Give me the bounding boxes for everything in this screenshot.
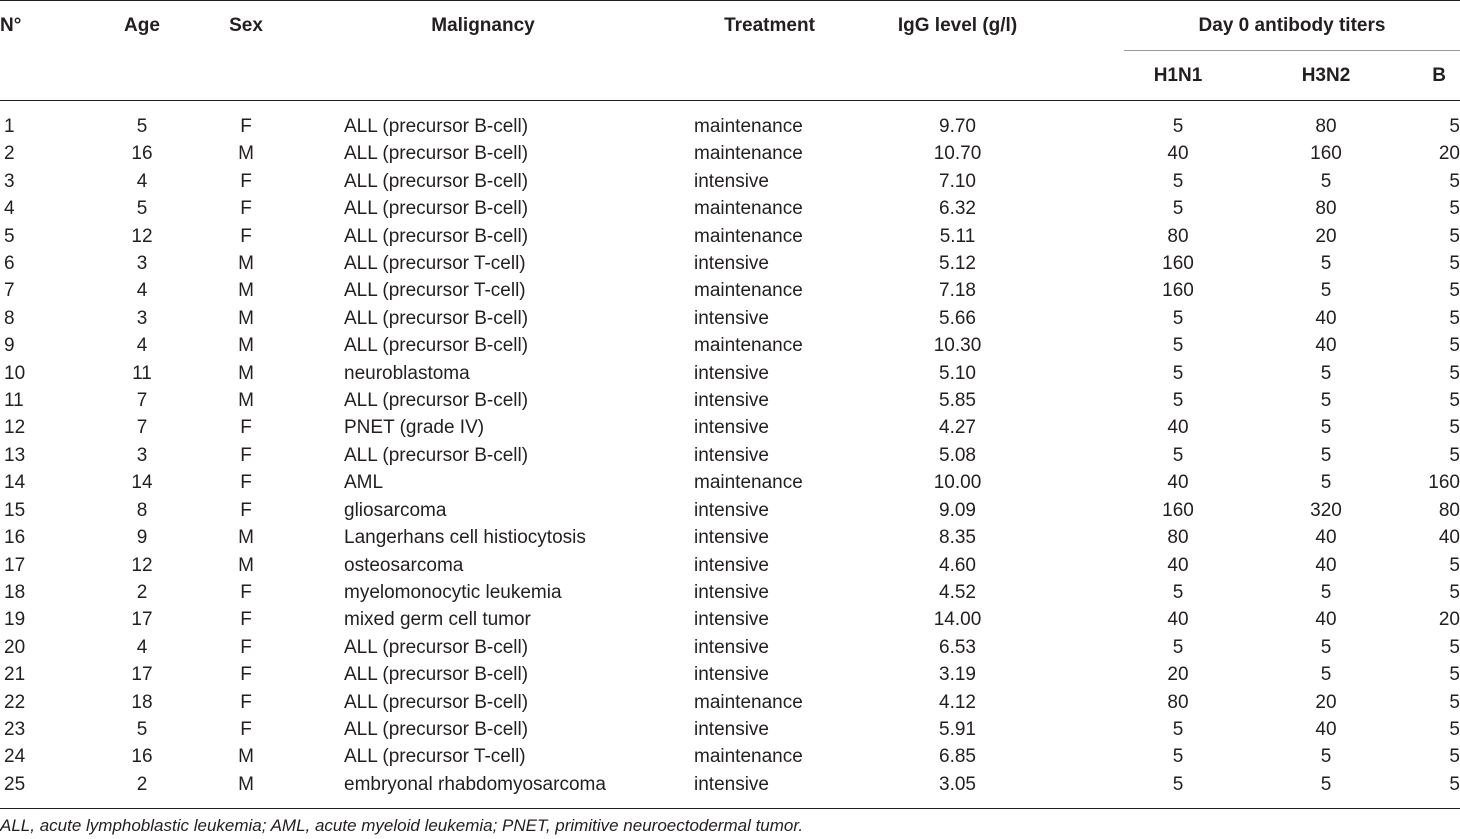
cell-age: 3: [136, 444, 148, 466]
cell-age: 12: [131, 554, 153, 576]
table-row: [0, 332, 1460, 359]
cell-age: 11: [132, 362, 152, 384]
header-malignancy: Malignancy: [320, 1, 656, 101]
cell-sex: M: [238, 143, 254, 165]
table-row: [0, 579, 1460, 606]
cell-b: 80: [1438, 499, 1460, 521]
cell-number: 20: [4, 636, 26, 658]
table-row: [0, 168, 1460, 195]
cell-h3n2: 5: [1320, 664, 1332, 686]
cell-malignancy: ALL (precursor B-cell): [344, 335, 529, 357]
cell-age: 3: [136, 307, 148, 329]
cell-number: 9: [4, 335, 15, 357]
cell-h1n1: 160: [1162, 499, 1194, 521]
cell-number: 13: [4, 444, 26, 466]
cell-sex: F: [240, 718, 252, 740]
table-row: [0, 195, 1460, 222]
cell-h1n1: 80: [1167, 691, 1189, 713]
cell-treatment: intensive: [694, 581, 769, 603]
cell-sex: M: [238, 307, 254, 329]
cell-h1n1: 5: [1172, 198, 1184, 220]
cell-b: 5: [1449, 116, 1460, 137]
cell-h3n2: 5: [1320, 362, 1332, 384]
cell-h1n1: 5: [1172, 444, 1184, 466]
cell-malignancy: ALL (precursor B-cell): [344, 143, 529, 165]
cell-b: 160: [1428, 472, 1460, 494]
cell-h3n2: 5: [1320, 280, 1332, 302]
cell-malignancy: PNET (grade IV): [344, 417, 485, 439]
cell-h1n1: 5: [1172, 636, 1184, 658]
cell-malignancy: ALL (precursor B-cell): [344, 691, 529, 713]
cell-treatment: maintenance: [694, 746, 803, 768]
cell-age: 14: [131, 472, 153, 494]
cell-igg-level: 9.09: [939, 499, 976, 521]
cell-treatment: maintenance: [694, 143, 803, 165]
cell-age: 5: [136, 116, 148, 137]
table-row: [0, 716, 1460, 743]
table-row: [0, 771, 1460, 809]
cell-b: 5: [1449, 691, 1460, 713]
cell-number: 22: [4, 691, 26, 713]
cell-h3n2: 5: [1320, 636, 1332, 658]
cell-h1n1: 80: [1167, 527, 1189, 549]
cell-age: 7: [136, 390, 148, 412]
cell-sex: F: [240, 472, 252, 494]
cell-b: 5: [1449, 390, 1460, 412]
header-sex: Sex: [186, 1, 320, 101]
table-row: [0, 743, 1460, 770]
table-row: [0, 387, 1460, 414]
cell-number: 4: [4, 198, 15, 220]
cell-h3n2: 5: [1224, 771, 1414, 809]
cell-h3n2: 40: [1315, 307, 1337, 329]
table-row: [0, 305, 1460, 332]
cell-malignancy: gliosarcoma: [344, 499, 447, 521]
cell-h1n1: 160: [1162, 253, 1194, 275]
cell-h1n1: 5: [1172, 718, 1184, 740]
cell-b: 5: [1449, 225, 1460, 247]
cell-age: 12: [131, 225, 153, 247]
cell-h1n1: 5: [1172, 362, 1184, 384]
header-h3n2: H3N2: [1224, 51, 1414, 101]
cell-h1n1: 5: [1172, 746, 1184, 768]
cell-igg-level: 5.85: [939, 390, 976, 412]
cell-h1n1: 40: [1167, 609, 1189, 631]
cell-h1n1: 5: [1172, 116, 1184, 137]
table-row: [0, 689, 1460, 716]
cell-sex: F: [240, 225, 252, 247]
cell-sex: M: [238, 390, 254, 412]
cell-malignancy: ALL (precursor B-cell): [344, 390, 529, 412]
cell-sex: F: [240, 691, 252, 713]
cell-h1n1: 5: [1124, 771, 1224, 809]
cell-age: 18: [131, 691, 153, 713]
cell-number: 1: [4, 116, 15, 137]
cell-sex: F: [240, 609, 252, 631]
cell-b: 5: [1449, 554, 1460, 576]
cell-igg-level: 14.00: [933, 609, 982, 631]
cell-igg-level: 5.12: [939, 253, 976, 275]
cell-treatment: intensive: [694, 444, 769, 466]
cell-treatment: maintenance: [694, 335, 803, 357]
cell-treatment: intensive: [694, 417, 769, 439]
cell-igg-level: 10.00: [933, 472, 982, 494]
cell-igg-level: 5.10: [939, 362, 976, 384]
table-row: [0, 634, 1460, 661]
cell-malignancy: ALL (precursor B-cell): [344, 718, 529, 740]
cell-age: 4: [136, 636, 148, 658]
cell-h3n2: 320: [1310, 499, 1342, 521]
cell-malignancy: ALL (precursor B-cell): [344, 664, 529, 686]
cell-malignancy: Langerhans cell histiocytosis: [344, 527, 586, 549]
table-row: [0, 360, 1460, 387]
cell-h1n1: 20: [1167, 664, 1189, 686]
cell-sex: F: [240, 198, 252, 220]
cell-h1n1: 5: [1172, 170, 1184, 192]
cell-h1n1: 40: [1167, 472, 1189, 494]
cell-sex: M: [238, 253, 254, 275]
cell-number: 10: [4, 362, 26, 384]
cell-treatment: intensive: [694, 609, 769, 631]
cell-age: 16: [131, 143, 153, 165]
cell-age: 17: [131, 609, 153, 631]
table-row: [0, 606, 1460, 633]
cell-sex: M: [238, 554, 254, 576]
cell-h3n2: 5: [1320, 746, 1332, 768]
header-age: Age: [74, 1, 186, 101]
cell-igg-level: 9.70: [939, 116, 976, 137]
cell-h1n1: 5: [1172, 307, 1184, 329]
cell-treatment: intensive: [694, 307, 769, 329]
cell-age: 5: [136, 718, 148, 740]
cell-treatment: intensive: [694, 390, 769, 412]
cell-malignancy: mixed germ cell tumor: [344, 609, 531, 631]
cell-b: 5: [1449, 417, 1460, 439]
table-row: [0, 442, 1460, 469]
cell-igg-level: 10.30: [933, 335, 982, 357]
cell-h3n2: 40: [1315, 718, 1337, 740]
table-row: [0, 524, 1460, 551]
cell-number: 6: [4, 253, 15, 275]
cell-h3n2: 5: [1320, 581, 1332, 603]
cell-b: 5: [1449, 307, 1460, 329]
cell-sex: F: [240, 636, 252, 658]
cell-igg-level: 4.12: [939, 691, 976, 713]
cell-igg-level: 7.18: [939, 280, 976, 302]
cell-igg-level: 5.91: [939, 718, 976, 740]
cell-h1n1: 160: [1162, 280, 1194, 302]
cell-h3n2: 40: [1315, 335, 1337, 357]
cell-sex: M: [238, 335, 254, 357]
cell-age: 17: [131, 664, 153, 686]
cell-b: 5: [1449, 170, 1460, 192]
cell-igg-level: 6.85: [939, 746, 976, 768]
table-row: [0, 552, 1460, 579]
cell-h1n1: 5: [1172, 335, 1184, 357]
cell-number: 7: [4, 280, 15, 302]
cell-number: 2: [4, 143, 15, 165]
cell-malignancy: ALL (precursor B-cell): [344, 307, 529, 329]
cell-malignancy: neuroblastoma: [344, 362, 470, 384]
cell-number: 15: [4, 499, 26, 521]
cell-igg-level: 3.05: [851, 771, 1124, 809]
cell-number: 19: [4, 609, 26, 631]
table-row: [0, 414, 1460, 441]
cell-age: 7: [136, 417, 148, 439]
cell-b: 5: [1449, 581, 1460, 603]
cell-number: 12: [4, 417, 26, 439]
cell-number: 8: [4, 307, 15, 329]
cell-h3n2: 5: [1320, 253, 1332, 275]
cell-b: 5: [1449, 362, 1460, 384]
cell-b: 5: [1414, 771, 1460, 809]
cell-igg-level: 8.35: [939, 527, 976, 549]
cell-b: 5: [1449, 253, 1460, 275]
cell-treatment: maintenance: [694, 472, 803, 494]
cell-igg-level: 4.60: [939, 554, 976, 576]
cell-h1n1: 5: [1172, 390, 1184, 412]
cell-h3n2: 20: [1315, 691, 1337, 713]
cell-sex: M: [186, 771, 320, 809]
cell-igg-level: 5.66: [939, 307, 976, 329]
table-body: [0, 101, 1460, 809]
cell-number: 24: [4, 746, 26, 768]
cell-malignancy: ALL (precursor B-cell): [344, 636, 529, 658]
cell-igg-level: 5.11: [939, 225, 976, 247]
cell-b: 40: [1438, 527, 1460, 549]
cell-malignancy: osteosarcoma: [344, 554, 464, 576]
header-b: B: [1414, 51, 1460, 101]
cell-number: 14: [4, 472, 26, 494]
cell-number: 17: [4, 554, 26, 576]
table-row: [0, 250, 1460, 277]
cell-age: 8: [136, 499, 148, 521]
cell-sex: F: [240, 116, 252, 137]
cell-h3n2: 40: [1315, 609, 1337, 631]
cell-treatment: intensive: [694, 554, 769, 576]
cell-igg-level: 6.53: [939, 636, 976, 658]
cell-number: 25: [0, 771, 74, 809]
cell-age: 2: [74, 771, 186, 809]
cell-igg-level: 4.52: [939, 581, 976, 603]
cell-h1n1: 40: [1167, 554, 1189, 576]
cell-number: 5: [4, 225, 15, 247]
cell-h3n2: 5: [1320, 390, 1332, 412]
cell-treatment: maintenance: [694, 225, 803, 247]
cell-treatment: intensive: [694, 636, 769, 658]
cell-sex: M: [238, 746, 254, 768]
table-row: [0, 101, 1460, 141]
cell-malignancy: ALL (precursor T-cell): [344, 253, 526, 275]
cell-treatment: intensive: [694, 253, 769, 275]
cell-age: 4: [136, 170, 148, 192]
cell-age: 2: [136, 581, 148, 603]
cell-age: 4: [136, 280, 148, 302]
cell-h3n2: 40: [1315, 554, 1337, 576]
table-row: [0, 497, 1460, 524]
cell-number: 21: [4, 664, 26, 686]
cell-age: 9: [136, 527, 148, 549]
table-footnote: ALL, acute lymphoblastic leukemia; AML, acute myeloid leukemia; PNET, primitive neuroectodermal tumor.: [0, 816, 804, 835]
cell-sex: M: [238, 362, 254, 384]
cell-h3n2: 20: [1315, 225, 1337, 247]
cell-number: 18: [4, 581, 26, 603]
cell-sex: F: [240, 664, 252, 686]
table-row: [0, 223, 1460, 250]
cell-treatment: intensive: [694, 362, 769, 384]
table-row: [0, 140, 1460, 167]
cell-b: 20: [1438, 609, 1460, 631]
cell-b: 5: [1449, 280, 1460, 302]
cell-treatment: intensive: [694, 499, 769, 521]
cell-treatment: intensive: [694, 664, 769, 686]
cell-h3n2: 5: [1320, 417, 1332, 439]
cell-h1n1: 80: [1167, 225, 1189, 247]
cell-b: 5: [1449, 636, 1460, 658]
cell-h3n2: 5: [1320, 170, 1332, 192]
cell-b: 5: [1449, 746, 1460, 768]
cell-b: 5: [1449, 664, 1460, 686]
cell-number: 16: [4, 527, 26, 549]
cell-igg-level: 7.10: [939, 170, 976, 192]
cell-b: 5: [1449, 335, 1460, 357]
cell-h1n1: 5: [1172, 581, 1184, 603]
cell-treatment: maintenance: [694, 691, 803, 713]
cell-malignancy: ALL (precursor B-cell): [344, 198, 529, 220]
table-row: [0, 277, 1460, 304]
cell-number: 11: [4, 390, 24, 412]
cell-h3n2: 5: [1320, 444, 1332, 466]
cell-age: 3: [136, 253, 148, 275]
cell-sex: M: [238, 527, 254, 549]
header-h1n1: H1N1: [1124, 51, 1224, 101]
cell-treatment: intensive: [694, 718, 769, 740]
cell-age: 16: [131, 746, 153, 768]
cell-number: 23: [4, 718, 26, 740]
cell-malignancy: ALL (precursor B-cell): [344, 444, 529, 466]
table-row: [0, 661, 1460, 688]
cell-age: 4: [136, 335, 148, 357]
cell-h3n2: 80: [1315, 198, 1337, 220]
cell-treatment: maintenance: [694, 280, 803, 302]
cell-h3n2: 5: [1320, 472, 1332, 494]
header-antibody-titers: Day 0 antibody titers: [1124, 1, 1460, 51]
cell-malignancy: myelomonocytic leukemia: [344, 581, 562, 603]
cell-malignancy: ALL (precursor B-cell): [344, 116, 529, 137]
cell-h1n1: 40: [1167, 417, 1189, 439]
cell-malignancy: ALL (precursor T-cell): [344, 746, 526, 768]
cell-malignancy: ALL (precursor B-cell): [344, 170, 529, 192]
cell-sex: F: [240, 581, 252, 603]
cell-b: 20: [1438, 143, 1460, 165]
cell-sex: F: [240, 170, 252, 192]
cell-sex: F: [240, 444, 252, 466]
cell-igg-level: 5.08: [939, 444, 976, 466]
cell-igg-level: 4.27: [939, 417, 976, 439]
cell-igg-level: 10.70: [933, 143, 982, 165]
cell-sex: F: [240, 417, 252, 439]
cell-malignancy: AML: [344, 472, 384, 494]
cell-h1n1: 40: [1167, 143, 1189, 165]
cell-h3n2: 160: [1310, 143, 1342, 165]
cell-treatment: maintenance: [694, 198, 803, 220]
cell-treatment: maintenance: [694, 116, 803, 137]
cell-malignancy: embryonal rhabdomyosarcoma: [320, 771, 656, 809]
cell-malignancy: ALL (precursor B-cell): [344, 225, 529, 247]
cell-treatment: intensive: [656, 771, 851, 809]
cell-b: 5: [1449, 718, 1460, 740]
cell-h3n2: 40: [1315, 527, 1337, 549]
cell-number: 3: [4, 170, 15, 192]
cell-h3n2: 80: [1315, 116, 1337, 137]
cell-treatment: intensive: [694, 170, 769, 192]
header-number: N°: [0, 1, 74, 101]
cell-sex: F: [240, 499, 252, 521]
cell-treatment: intensive: [694, 527, 769, 549]
cell-malignancy: ALL (precursor T-cell): [344, 280, 526, 302]
cell-b: 5: [1449, 198, 1460, 220]
header-treatment: Treatment: [656, 1, 851, 101]
header-igg-level: IgG level (g/l): [851, 1, 1124, 101]
cell-igg-level: 6.32: [939, 198, 976, 220]
cell-age: 5: [136, 198, 148, 220]
cell-igg-level: 3.19: [939, 664, 976, 686]
table-row: [0, 469, 1460, 496]
cell-b: 5: [1449, 444, 1460, 466]
cell-sex: M: [238, 280, 254, 302]
